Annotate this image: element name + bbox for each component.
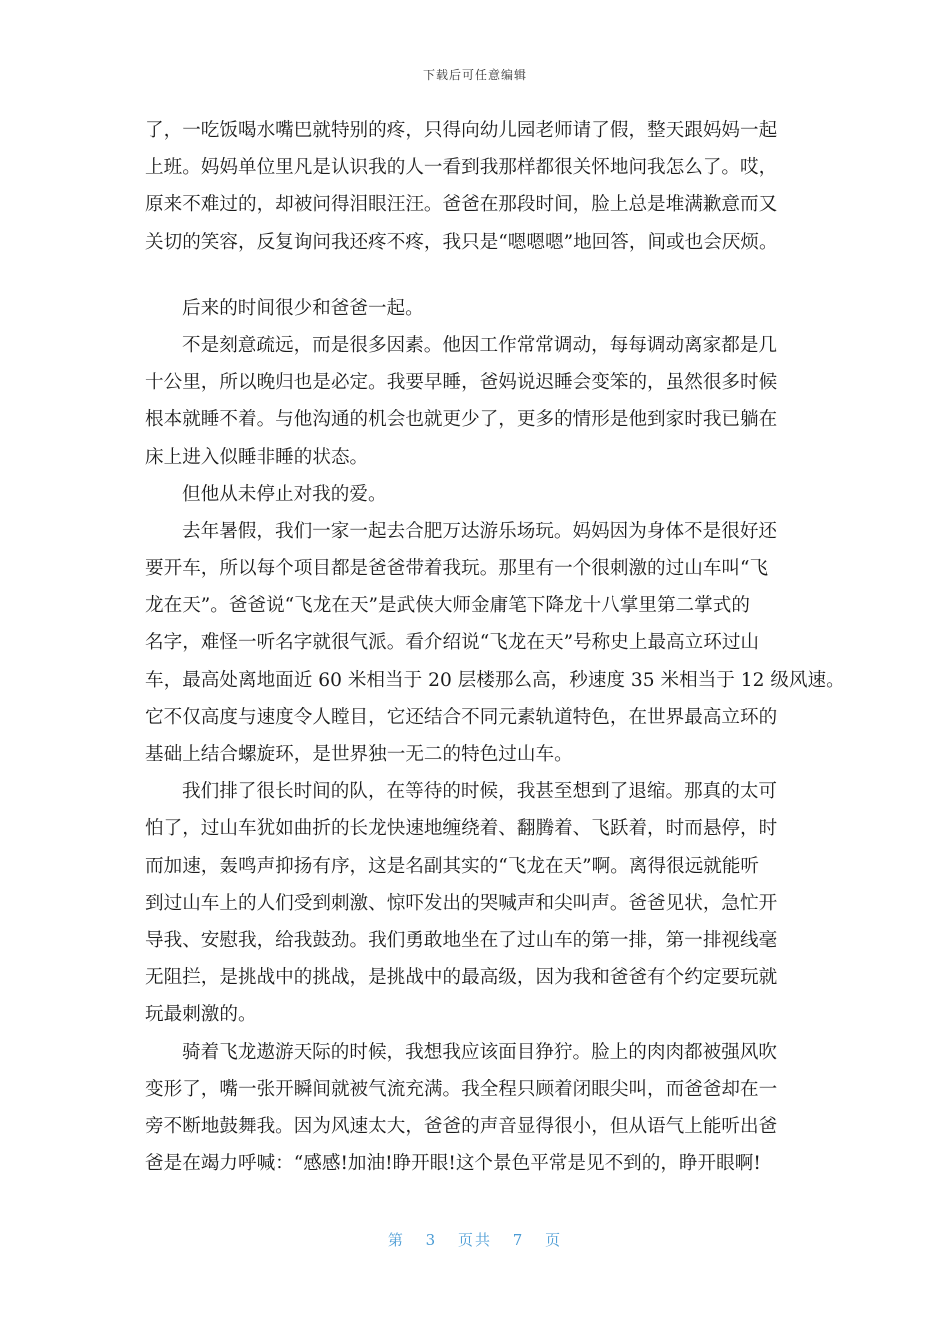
text-line: 车，最高处离地面近 60 米相当于 20 层楼那么高，秒速度 35 米相当于 12 级风速。: [145, 669, 845, 691]
paragraph-1: [145, 112, 825, 261]
text-line: 要开车，所以每个项目都是爸爸带着我玩。那里有一个很刺激的过山车叫“飞: [145, 558, 769, 580]
text-line: 爸是在竭力呼喊：“感感!加油!睁开眼!这个景色平常是见不到的，睁开眼啊!: [145, 1153, 761, 1175]
text-line: 十公里，所以晚归也是必定。我要早睡，爸妈说迟睡会变笨的，虽然很多时候: [145, 372, 778, 394]
text-line: 基础上结合螺旋环，是世界独一无二的特色过山车。: [145, 744, 573, 765]
text-line: 怕了，过山车犹如曲折的长龙快速地缠绕着、翻腾着、飞跃着，时而悬停，时: [145, 818, 778, 840]
text-line: 了，一吃饭喝水嘴巴就特别的疼，只得向幼儿园老师请了假，整天跟妈妈一起: [145, 120, 778, 141]
paragraph-7: [145, 1034, 825, 1183]
document-body: [145, 112, 845, 1182]
text-line: 上班。妈妈单位里凡是认识我的人一看到我那样都很关怀地问我怎么了。哎，: [145, 157, 778, 179]
text-line: 关切的笑容，反复询问我还疼不疼，我只是“嗯嗯嗯”地回答，间或也会厌烦。: [145, 231, 778, 253]
paragraph-3: [145, 327, 825, 476]
text-line: 而加速，轰鸣声抑扬有序，这是名副其实的“飞龙在天”啊。离得很远就能听: [145, 855, 760, 877]
text-line: 到过山车上的人们受到刺激、惊吓发出的哭喊声和尖叫声。爸爸见状，急忙开: [145, 892, 778, 914]
text-line: 我们排了很长时间的队，在等待的时候，我甚至想到了退缩。那真的太可: [182, 781, 778, 803]
text-line: 无阻拦，是挑战中的挑战，是挑战中的最高级，因为我和爸爸有个约定要玩就: [145, 967, 778, 989]
text-line: 变形了，嘴一张开瞬间就被气流充满。我全程只顾着闭眼尖叫，而爸爸却在一: [145, 1078, 778, 1100]
text-line: 导我、安慰我，给我鼓劲。我们勇敢地坐在了过山车的第一排，第一排视线毫: [145, 929, 778, 951]
paragraph-4: [145, 476, 825, 513]
paragraph-5: [145, 513, 845, 773]
page-number-footer: 第 3 页共 7 页: [387, 1231, 563, 1249]
text-line: 根本就睡不着。与他沟通的机会也就更少了，更多的情形是他到家时我已躺在: [145, 409, 778, 431]
text-line: 床上进入似睡非睡的状态。: [145, 446, 369, 468]
text-line: 去年暑假，我们一家一起去合肥万达游乐场玩。妈妈因为身体不是很好还: [182, 520, 778, 542]
text-line: 后来的时间很少和爸爸一起。: [182, 297, 424, 319]
page-header: 下载后可任意编辑: [422, 68, 527, 82]
text-line: 名字，难怪一听名字就很气派。看介绍说“飞龙在天”号称史上最高立环过山: [145, 632, 760, 654]
text-line: 不是刻意疏远，而是很多因素。他因工作常常调动，每每调动离家都是几: [182, 334, 778, 356]
text-line: 原来不难过的，却被问得泪眼汪汪。爸爸在那段时间，脸上总是堆满歉意而又: [145, 194, 778, 216]
text-line: 旁不断地鼓舞我。因为风速太大，爸爸的声音显得很小，但从语气上能听出爸: [145, 1115, 778, 1137]
text-line: 骑着飞龙遨游天际的时候，我想我应该面目狰狞。脸上的肉肉都被强风吹: [182, 1041, 778, 1063]
paragraph-2: [145, 290, 825, 327]
text-line: 龙在天”。爸爸说“飞龙在天”是武侠大师金庸笔下降龙十八掌里第二掌式的: [145, 595, 750, 617]
text-line: 玩最刺激的。: [145, 1004, 257, 1026]
paragraph-gap: [145, 261, 825, 290]
paragraph-6: [145, 773, 825, 1033]
text-line: 但他从未停止对我的爱。: [182, 483, 387, 505]
text-line: 它不仅高度与速度令人瞠目，它还结合不同元素轨道特色，在世界最高立环的: [145, 706, 778, 728]
